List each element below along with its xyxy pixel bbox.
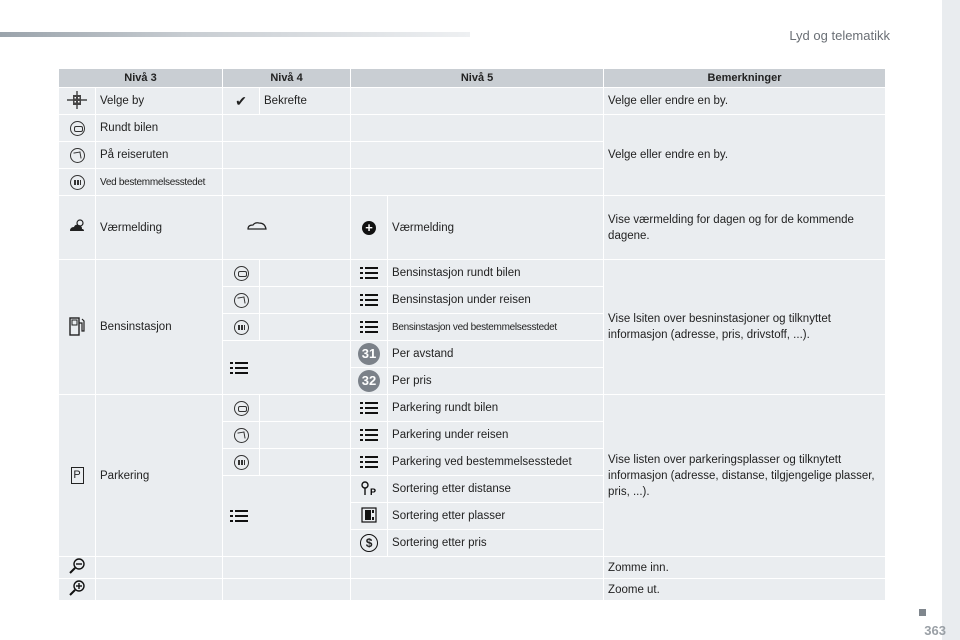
at-destination-icon bbox=[223, 449, 260, 476]
checkmark-icon: ✔ bbox=[223, 88, 260, 115]
row-label: Parkering bbox=[96, 395, 223, 557]
sort-distance-icon bbox=[351, 476, 388, 503]
weather-cloud-sun-icon bbox=[59, 196, 96, 260]
table-row bbox=[59, 88, 886, 115]
table-header-row bbox=[59, 69, 886, 88]
row-label: Sortering etter pris bbox=[388, 530, 604, 557]
row-label: Parkering rundt bilen bbox=[388, 395, 604, 422]
sort-badge: 31 bbox=[351, 341, 388, 368]
row-label: Bekrefte bbox=[260, 88, 351, 115]
row-label: Per avstand bbox=[388, 341, 604, 368]
at-destination-icon bbox=[59, 169, 96, 196]
list-icon bbox=[351, 449, 388, 476]
zoom-minus-icon bbox=[59, 557, 96, 579]
zoom-plus-icon bbox=[59, 579, 96, 601]
col-header-level3: Nivå 3 bbox=[59, 69, 223, 88]
list-icon bbox=[223, 341, 351, 395]
row-label: Parkering ved bestemmelsesstedet bbox=[388, 449, 604, 476]
list-icon bbox=[351, 395, 388, 422]
fuel-pump-icon bbox=[59, 260, 96, 395]
row-label: Bensinstasjon under reisen bbox=[388, 287, 604, 314]
row-label: Parkering under reisen bbox=[388, 422, 604, 449]
menu-table bbox=[58, 68, 886, 601]
section-title: Lyd og telematikk bbox=[789, 28, 890, 43]
around-vehicle-icon bbox=[59, 115, 96, 142]
add-circle-icon: + bbox=[351, 196, 388, 260]
weather-cloud-sun-icon bbox=[223, 196, 351, 260]
row-label: Værmelding bbox=[96, 196, 223, 260]
page-marker bbox=[919, 609, 926, 616]
table-row bbox=[59, 196, 886, 260]
row-note: Zoome ut. bbox=[604, 579, 886, 601]
row-note: Vise værmelding for dagen og for de kommende dagene. bbox=[604, 196, 886, 260]
at-destination-icon bbox=[223, 314, 260, 341]
row-label: Sortering etter distanse bbox=[388, 476, 604, 503]
table-row bbox=[59, 260, 886, 287]
list-icon bbox=[351, 422, 388, 449]
row-note: Velge eller endre en by. bbox=[604, 88, 886, 115]
row-label: Rundt bilen bbox=[96, 115, 223, 142]
row-note: Velge eller endre en by. bbox=[604, 115, 886, 196]
page-number: 363 bbox=[924, 623, 946, 638]
list-icon bbox=[351, 314, 388, 341]
row-label: På reiseruten bbox=[96, 142, 223, 169]
top-decoration-bar bbox=[0, 32, 470, 37]
around-vehicle-icon bbox=[223, 260, 260, 287]
table-row bbox=[59, 395, 886, 422]
row-label: Værmelding bbox=[388, 196, 604, 260]
row-label: Sortering etter plasser bbox=[388, 503, 604, 530]
row-label: Bensinstasjon rundt bilen bbox=[388, 260, 604, 287]
on-route-icon bbox=[223, 287, 260, 314]
table-row bbox=[59, 115, 886, 142]
city-crosshair-icon bbox=[59, 88, 96, 115]
list-icon bbox=[351, 287, 388, 314]
on-route-icon bbox=[223, 422, 260, 449]
col-header-level4: Nivå 4 bbox=[223, 69, 351, 88]
table-row bbox=[59, 557, 886, 579]
sort-spaces-icon bbox=[351, 503, 388, 530]
row-note: Zomme inn. bbox=[604, 557, 886, 579]
list-icon bbox=[351, 260, 388, 287]
sort-price-icon: $ bbox=[351, 530, 388, 557]
table-row bbox=[59, 579, 886, 601]
row-label: Bensinstasjon ved bestemmelsesstedet bbox=[388, 314, 604, 341]
on-route-icon bbox=[59, 142, 96, 169]
row-label: Ved bestemmelsesstedet bbox=[96, 169, 223, 196]
svg-text:P: P bbox=[370, 486, 377, 496]
row-note: Vise listen over parkeringsplasser og tilknytett informasjon (adresse, distanse, tilgjengelige plasser, pris, ...). bbox=[604, 395, 886, 557]
list-icon bbox=[223, 476, 351, 557]
row-note: Vise lsiten over besninstasjoner og tilknyttet informasjon (adresse, pris, drivstoff, ...). bbox=[604, 260, 886, 395]
row-label: Bensinstasjon bbox=[96, 260, 223, 395]
right-margin-bar bbox=[942, 0, 960, 640]
row-label: Per pris bbox=[388, 368, 604, 395]
col-header-level5: Nivå 5 bbox=[351, 69, 604, 88]
row-label: Velge by bbox=[96, 88, 223, 115]
parking-p-icon: P bbox=[59, 395, 96, 557]
around-vehicle-icon bbox=[223, 395, 260, 422]
sort-badge: 32 bbox=[351, 368, 388, 395]
col-header-notes: Bemerkninger bbox=[604, 69, 886, 88]
